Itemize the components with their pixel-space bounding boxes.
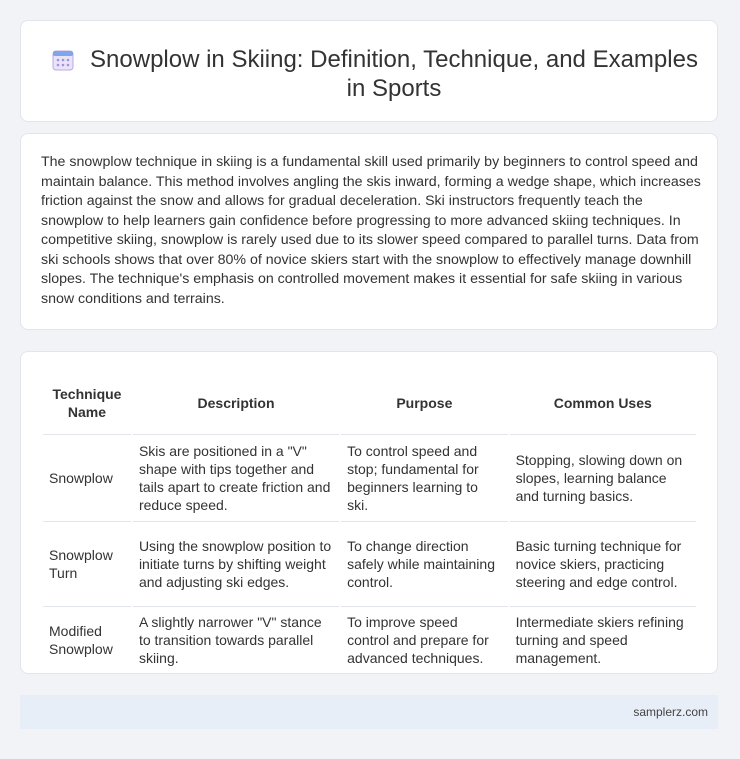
table-cell: Stopping, slowing down on slopes, learning balance and turning basics. — [510, 435, 696, 522]
page-title: Snowplow in Skiing: Definition, Technique, and Examples in Sports — [90, 46, 698, 102]
table-cell: To change direction safely while maintaining control. — [341, 522, 507, 607]
table-row — [43, 435, 696, 522]
footer — [20, 695, 718, 729]
table-cell: To improve speed control and prepare for advanced techniques. — [341, 607, 507, 674]
table-cell: Using the snowplow position to initiate turns by shifting weight and adjusting ski edges. — [133, 522, 339, 607]
table-card — [20, 351, 718, 674]
table-cell: Snowplow — [43, 435, 131, 522]
intro-card — [20, 133, 718, 330]
table-row — [43, 607, 696, 674]
title-card — [20, 20, 718, 122]
table-cell: Skis are positioned in a "V" shape with tips together and tails apart to create friction and reduce speed. — [133, 435, 339, 522]
table-cell: Snowplow Turn — [43, 522, 131, 607]
column-header: Description — [133, 372, 339, 435]
table-cell: To control speed and stop; fundamental for beginners learning to ski. — [341, 435, 507, 522]
techniques-table — [41, 372, 698, 674]
column-header: Technique Name — [43, 372, 131, 435]
table-cell: A slightly narrower "V" stance to transition towards parallel skiing. — [133, 607, 339, 674]
table-cell: Intermediate skiers refining turning and speed management. — [510, 607, 696, 674]
column-header: Purpose — [341, 372, 507, 435]
table-cell: Modified Snowplow — [43, 607, 131, 674]
calendar-icon — [51, 48, 75, 72]
column-header: Common Uses — [510, 372, 696, 435]
table-header-row — [43, 372, 696, 435]
footer-site-link[interactable]: samplerz.com — [633, 705, 708, 719]
table-cell: Basic turning technique for novice skiers, practicing steering and edge control. — [510, 522, 696, 607]
intro-paragraph: The snowplow technique in skiing is a fundamental skill used primarily by beginners to control speed and maintain balance. This method involves angling the skis inward, forming a wedge shape, which increases friction against the snow and allows for gradual deceleration. Ski instructors frequently teach the snowplow to help learners gain confidence before progressing to more advanced skiing techniques. In competitive skiing, snowplow is rarely used due to its slower speed compared to parallel turns. Data from ski schools shows that over 80% of novice skiers start with the snowplow to effectively manage downhill slopes. The technique's emphasis on controlled movement makes it essential for safe skiing in various snow conditions and terrains. — [41, 154, 701, 307]
table-row — [43, 522, 696, 607]
